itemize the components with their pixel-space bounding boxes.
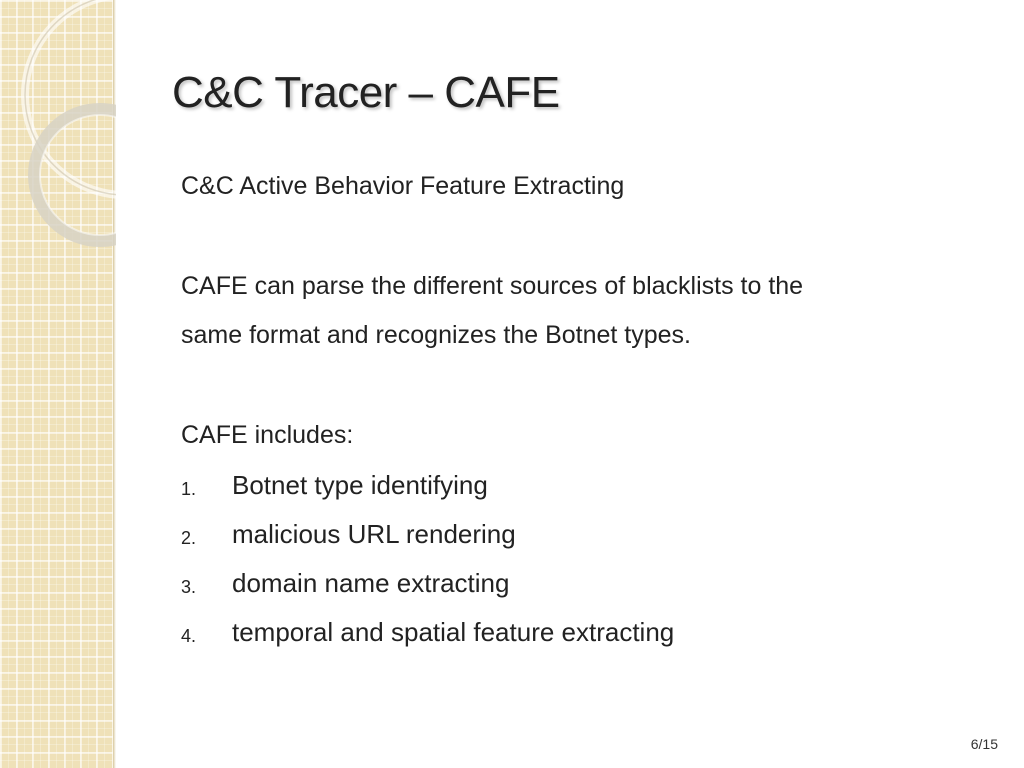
list-text: malicious URL rendering xyxy=(232,519,516,549)
list-number: 3. xyxy=(181,577,197,597)
list-text: Botnet type identifying xyxy=(232,470,488,500)
list-number: 2. xyxy=(181,528,197,548)
slide-title: C&C Tracer – CAFE xyxy=(172,68,560,117)
list-text: domain name extracting xyxy=(232,568,510,598)
list-number: 4. xyxy=(181,626,197,646)
list-text: temporal and spatial feature extracting xyxy=(232,617,675,647)
description-line-1: CAFE can parse the different sources of blacklists to the xyxy=(181,272,804,300)
includes-label: CAFE includes: xyxy=(181,421,354,449)
decorative-rings xyxy=(0,0,116,260)
description-line-2: same format and recognizes the Botnet types. xyxy=(181,321,691,349)
subtitle-text: C&C Active Behavior Feature Extracting xyxy=(181,172,625,200)
page-number: 6/15 xyxy=(970,736,998,752)
list-number: 1. xyxy=(181,479,197,499)
